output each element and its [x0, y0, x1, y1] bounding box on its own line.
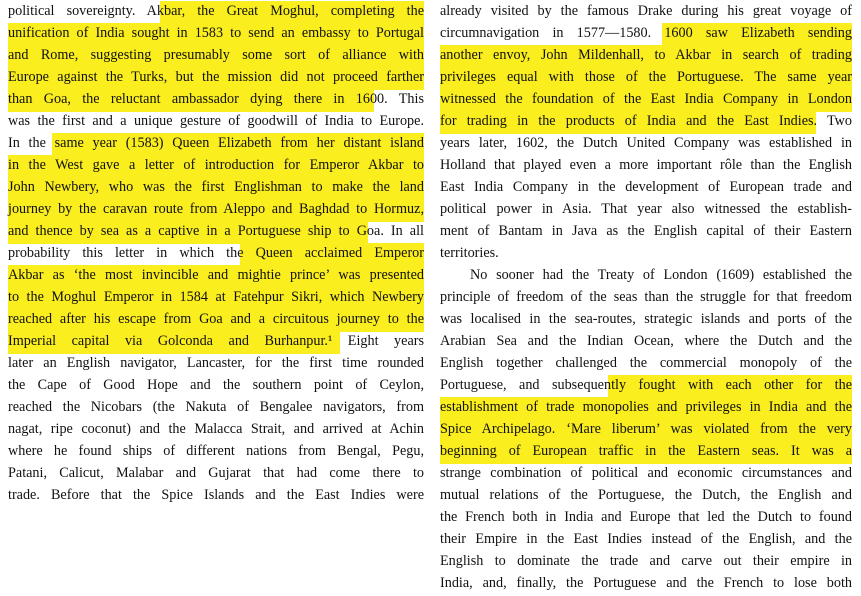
text-line: later an English navigator, Lancaster, for the first time rounded	[8, 355, 424, 371]
text-line: territories.	[440, 245, 499, 261]
text-line: mutual relations of the Portuguese, the Dutch, the English and	[440, 487, 852, 503]
text-line: political sovereignty. Akbar, the Great Moghul, completing the	[8, 0, 424, 24]
text-line: beginning of European traffic in the Eastern seas. It was a	[440, 440, 852, 464]
text-line: political power in Asia. That year also witnessed the establish-	[440, 201, 852, 217]
text-line: circumnavigation in 1577—1580. 1600 saw Elizabeth sending	[440, 22, 852, 46]
text-line: strange combination of political and economic circumstances and	[440, 465, 852, 481]
text-line: reached after his escape from Goa and a circuitous journey to the	[8, 308, 424, 332]
text-line: years later, 1602, the Dutch United Company was established in	[440, 135, 852, 151]
text-line: probability this letter in which the Queen acclaimed Emperor	[8, 242, 424, 266]
text-line: and thence by sea as a captive in a Portuguese ship to Goa. In all	[8, 220, 424, 244]
text-line: Arabian Sea and the Indian Ocean, where the Dutch and the	[440, 333, 852, 349]
text-line: unification of India sought in 1583 to send an embassy to Portugal	[8, 22, 424, 46]
text-line: privileges equal with those of the Portuguese. The same year	[440, 66, 852, 90]
text-line: Patani, Calicut, Malabar and Gujarat that had come there to	[8, 465, 424, 481]
text-line: trade. Before that the Spice Islands and the East Indies were	[8, 487, 424, 503]
text-line: journey by the caravan route from Aleppo and Baghdad to Hormuz,	[8, 198, 424, 222]
text-line: ment of Bantam in Java as the English capital of their Eastern	[440, 223, 852, 239]
text-line: for trading in the products of India and the East Indies. Two	[440, 110, 852, 134]
text-line: establishment of trade monopolies and privileges in India and the	[440, 396, 852, 420]
text-line: the French both in India and Europe that led the Dutch to found	[440, 509, 852, 525]
text-line: In the same year (1583) Queen Elizabeth from her distant island	[8, 132, 424, 156]
text-line: the Cape of Good Hope and the southern point of Ceylon,	[8, 377, 424, 393]
text-line: in the West gave a letter of introduction for Emperor Akbar to	[8, 154, 424, 178]
text-line: No sooner had the Treaty of London (1609) established the	[470, 267, 852, 283]
text-line: where he found ships of different nations from Bengal, Pegu,	[8, 443, 424, 459]
text-line: Spice Archipelago. ‘Mare liberum’ was violated from the very	[440, 418, 852, 442]
text-line: Europe against the Turks, but the mission did not proceed farther	[8, 66, 424, 90]
text-line: East India Company in the development of European trade and	[440, 179, 852, 195]
text-line: English to dominate the trade and carve out their empire in	[440, 553, 852, 569]
text-line: to the Moghul Emperor in 1584 at Fatehpur Sikri, which Newbery	[8, 286, 424, 310]
text-line: Portuguese, and subsequently fought with each other for the	[440, 374, 852, 398]
text-line: was localised in the sea-routes, strategic islands and ports of the	[440, 311, 852, 327]
text-line: another envoy, John Mildenhall, to Akbar in search of trading	[440, 44, 852, 68]
text-line: than Goa, the reluctant ambassador dying there in 1600. This	[8, 88, 424, 112]
text-line: Akbar as ‘the most invincible and mightie prince’ was presented	[8, 264, 424, 288]
text-line: witnessed the foundation of the East India Company in London	[440, 88, 852, 112]
text-line: their Empire in the East Indies instead of the English, and the	[440, 531, 852, 547]
text-line: John Newbery, who was the first Englishman to make the land	[8, 176, 424, 200]
text-line: nagat, ripe coconut) and the Malacca Strait, and arrived at Achin	[8, 421, 424, 437]
text-line: principle of freedom of the seas than the struggle for that freedom	[440, 289, 852, 305]
text-line: Holland that played even a more important rôle than the English	[440, 157, 852, 173]
text-line: already visited by the famous Drake during his great voyage of	[440, 3, 852, 19]
text-line: reached the Nicobars (the Nakuta of Bengalee navigators, from	[8, 399, 424, 415]
text-line: and Rome, suggesting presumably some sort of alliance with	[8, 44, 424, 68]
text-line: was the first and a unique gesture of goodwill of India to Europe.	[8, 113, 424, 129]
text-line: English together challenged the commercial monopoly of the	[440, 355, 852, 371]
text-line: India, and, finally, the Portuguese and the French to lose both	[440, 575, 852, 591]
text-line: Imperial capital via Golconda and Burhanpur.¹ Eight years	[8, 330, 424, 354]
